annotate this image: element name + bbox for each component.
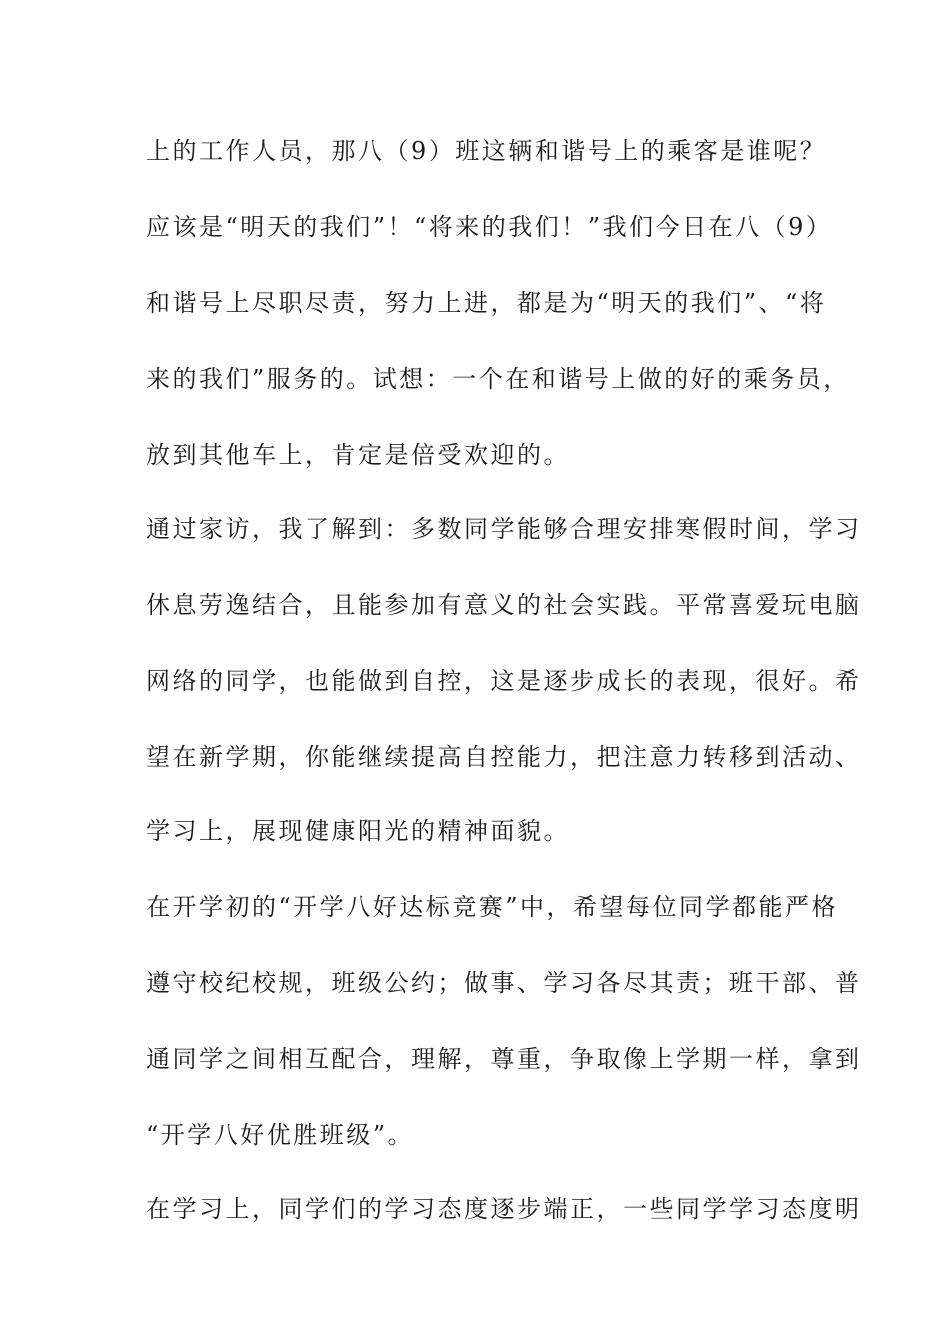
text-line: 遵守校纪校规，班级公约；做事、学习各尽其责；班干部、普 xyxy=(146,969,862,997)
text-line: 休息劳逸结合，且能参加有意义的社会实践。平常喜爱玩电脑 xyxy=(146,591,862,619)
text-line: 放到其他车上，肯定是倍受欢迎的。 xyxy=(146,441,570,469)
text-line: 学习上，展现健康阳光的精神面貌。 xyxy=(146,817,570,845)
text-line: 通同学之间相互配合，理解，尊重，争取像上学期一样，拿到 xyxy=(146,1045,862,1073)
text-line: 和谐号上尽职尽责，努力上进，都是为“明天的我们”、“将 xyxy=(146,289,827,317)
text-line: 应该是“明天的我们”！“将来的我们！”我们今日在八（9） xyxy=(146,213,833,241)
text-line: 通过家访，我了解到：多数同学能够合理安排寒假时间，学习 xyxy=(146,515,862,543)
text-line: 望在新学期，你能继续提高自控能力，把注意力转移到活动、 xyxy=(146,743,862,771)
text-line: “开学八好优胜班级”。 xyxy=(146,1121,415,1149)
text-line: 上的工作人员，那八（9）班这辆和谐号上的乘客是谁呢？ xyxy=(146,137,827,165)
text-line: 网络的同学，也能做到自控，这是逐步成长的表现，很好。希 xyxy=(146,667,862,695)
text-line: 来的我们”服务的。试想：一个在和谐号上做的好的乘务员， xyxy=(146,365,850,393)
text-line: 在学习上，同学们的学习态度逐步端正，一些同学学习态度明 xyxy=(146,1195,862,1223)
text-line: 在开学初的“开学八好达标竞赛”中，希望每位同学都能严格 xyxy=(146,893,839,921)
